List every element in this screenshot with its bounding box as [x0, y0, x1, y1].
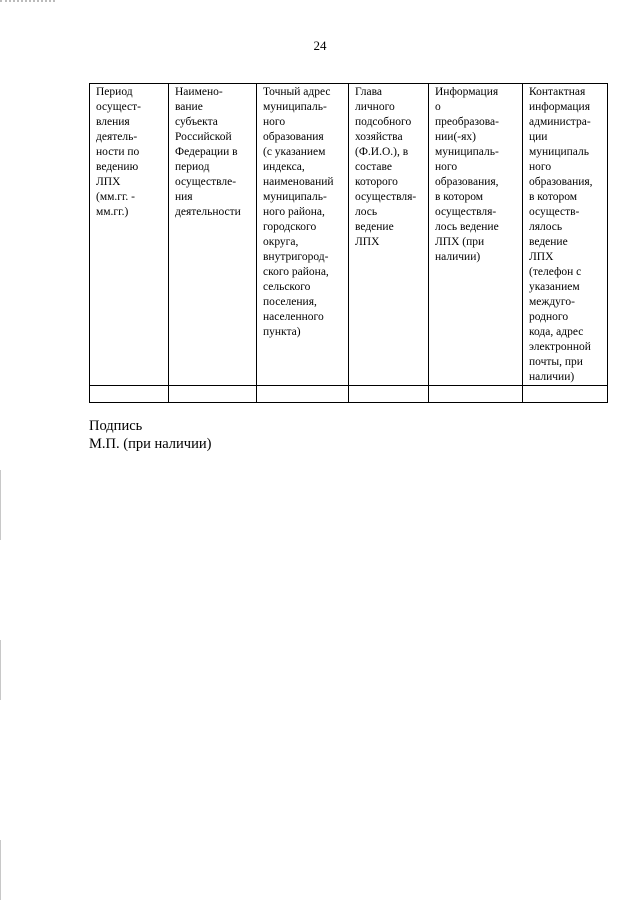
scan-edge-mark — [0, 640, 1, 700]
header-cell-contacts: Контактная информация администра- ции муниципаль ного образования, в котором осуществ- лялось ведение ЛПХ (телефон с указанием междуго- родного кода, адрес электронной почты, при наличии) — [523, 84, 608, 386]
scan-edge-mark — [0, 470, 1, 540]
header-cell-head: Глава личного подсобного хозяйства (Ф.И.О.), в составе которого осуществля- лось ведение ЛПХ — [349, 84, 429, 386]
table-cell — [523, 386, 608, 403]
stamp-label: М.П. (при наличии) — [89, 436, 212, 452]
lph-table — [89, 83, 608, 403]
header-cell-address: Точный адрес муниципаль- ного образования (с указанием индекса, наименований муниципаль- ного района, городского округа, внутригород- ского района, сельского поселения, населенного пункта) — [257, 84, 349, 386]
signature-block — [89, 417, 211, 453]
scan-edge-mark — [0, 840, 1, 900]
table-header-row — [90, 84, 608, 386]
header-cell-region: Наимено- вание субъекта Российской Федерации в период осуществле- ния деятельности — [169, 84, 257, 386]
table-cell — [169, 386, 257, 403]
table-cell — [429, 386, 523, 403]
page-number: 24 — [313, 38, 327, 53]
table-row — [90, 386, 608, 403]
table-cell — [257, 386, 349, 403]
header-cell-transformation: Информация о преобразова- нии(-ях) муниципаль- ного образования, в котором осуществля- лось ведение ЛПХ (при наличии) — [429, 84, 523, 386]
table-cell — [349, 386, 429, 403]
scan-corner-mark — [0, 0, 55, 5]
header-cell-period: Период осущест- вления деятель- ности по ведению ЛПХ (мм.гг. - мм.гг.) — [90, 84, 169, 386]
signature-label: Подпись — [89, 418, 143, 434]
table-cell — [90, 386, 169, 403]
